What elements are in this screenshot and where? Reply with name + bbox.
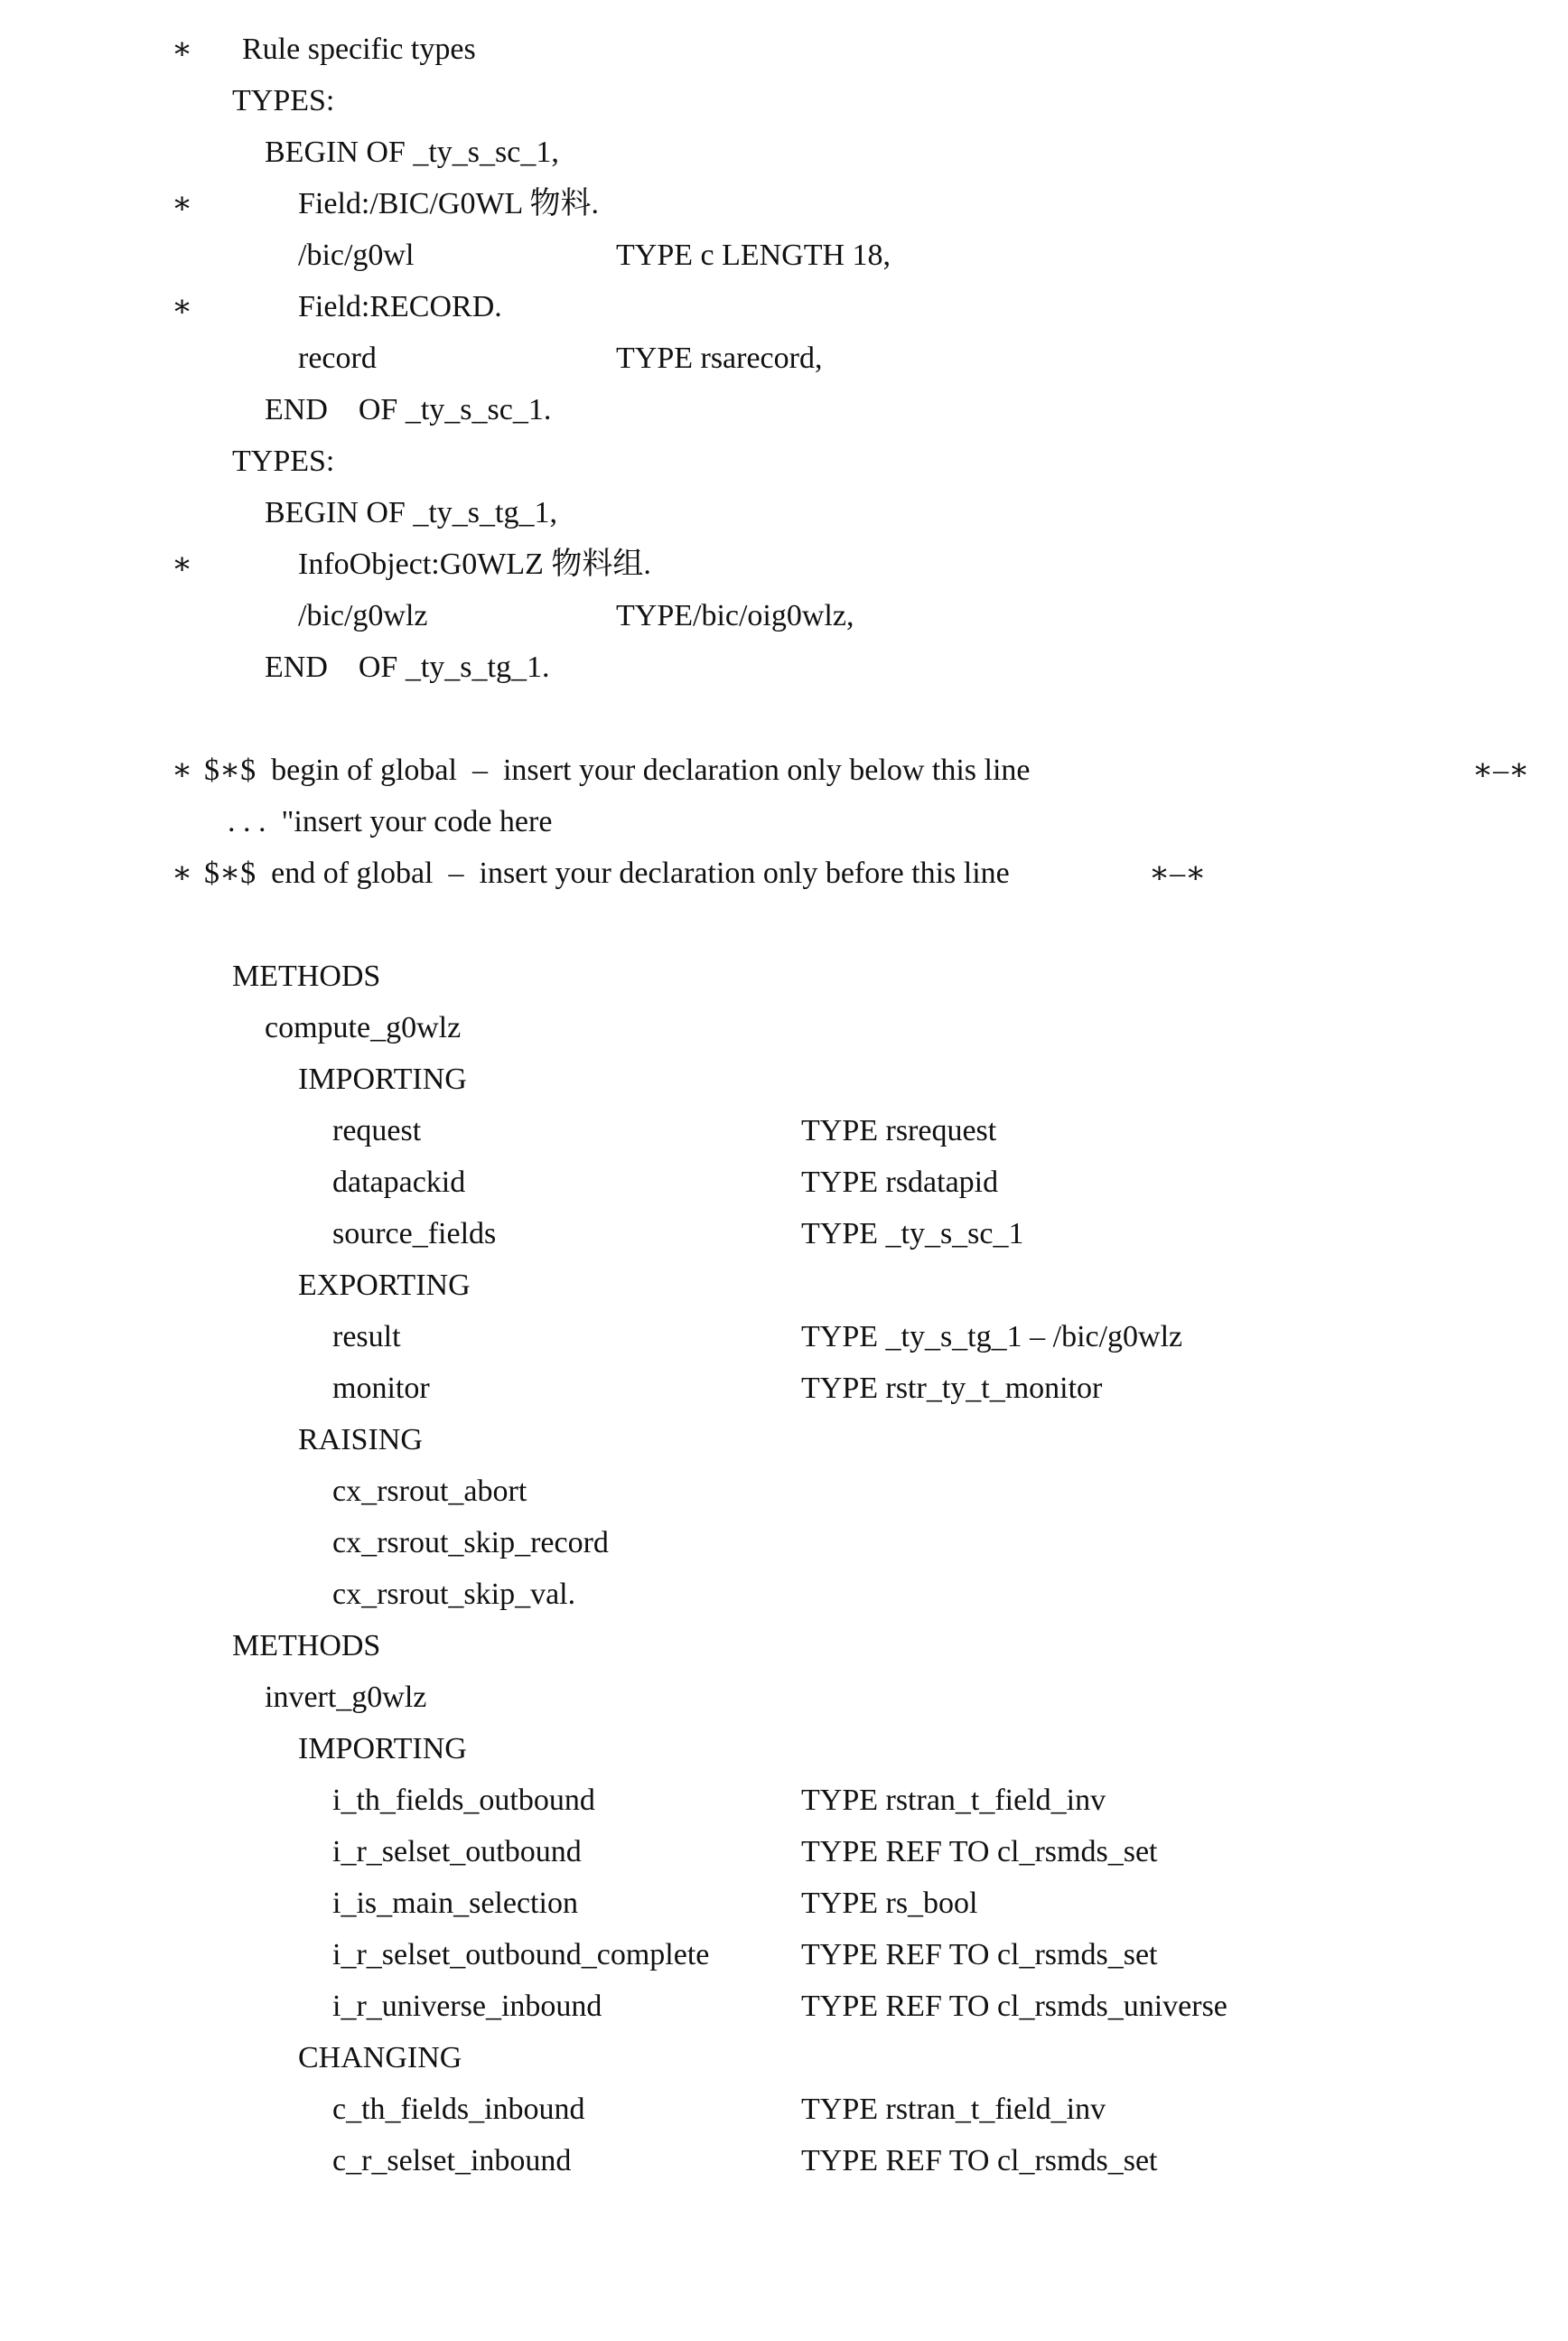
comment-text: Field:RECORD. [298, 290, 502, 323]
param-type: TYPE rsdatapid [801, 1166, 999, 1199]
code-line-methods-2 [0, 1620, 1568, 1671]
param-name: i_r_selset_outbound [332, 1835, 582, 1868]
param-name: source_fields [332, 1217, 497, 1250]
comment-text: Field:/BIC/G0WL 物料. [298, 187, 600, 220]
param-type: TYPE rs_bool [801, 1887, 978, 1920]
param-name: monitor [332, 1372, 430, 1405]
param-type: TYPE _ty_s_tg_1 – /bic/g0wlz [801, 1320, 1183, 1353]
code-line-raising [0, 1414, 1568, 1465]
code-line-fields-outbound [0, 1774, 1568, 1826]
code-line-selset-complete [0, 1929, 1568, 1980]
keyword-methods: METHODS [232, 1629, 381, 1662]
begin-of-structure: BEGIN OF _ty_s_tg_1, [265, 496, 557, 529]
param-name: i_th_fields_outbound [332, 1784, 595, 1817]
param-type: TYPE rstr_ty_t_monitor [801, 1372, 1103, 1405]
param-type: TYPE REF TO cl_rsmds_set [801, 1938, 1158, 1971]
comment-marker: ∗ [172, 290, 193, 323]
exception-name: cx_rsrout_abort [332, 1475, 527, 1508]
code-line-g0wl [0, 229, 1568, 281]
keyword-importing: IMPORTING [298, 1063, 467, 1096]
param-type: TYPE rstran_t_field_inv [801, 1784, 1106, 1817]
code-line-skip-val [0, 1568, 1568, 1620]
code-line-universe-inbound [0, 1980, 1568, 2032]
keyword-raising: RAISING [298, 1423, 423, 1456]
code-line-fields-inbound [0, 2083, 1568, 2135]
field-name: /bic/g0wlz [298, 599, 428, 632]
code-line-infoobject-comment [0, 538, 1568, 590]
field-name: /bic/g0wl [298, 239, 415, 272]
code-line-monitor [0, 1362, 1568, 1414]
comment-marker: ∗ [172, 187, 193, 220]
keyword-methods: METHODS [232, 960, 381, 993]
comment-trail: ∗–∗ [1472, 754, 1530, 787]
code-line-insert-code [0, 796, 1568, 847]
comment-text: Rule specific types [242, 33, 476, 66]
code-line-skip-record [0, 1517, 1568, 1568]
param-name: result [332, 1320, 401, 1353]
param-name: c_r_selset_inbound [332, 2144, 572, 2177]
code-line-main-selection [0, 1877, 1568, 1929]
param-name: datapackid [332, 1166, 466, 1199]
comment-marker: ∗ [172, 33, 193, 66]
field-type: TYPE c LENGTH 18, [616, 239, 891, 272]
placeholder-code: . . . "insert your code here [228, 805, 553, 838]
code-line-types-2 [0, 435, 1568, 487]
field-name: record [298, 342, 377, 375]
keyword-importing: IMPORTING [298, 1732, 467, 1765]
param-name: i_r_selset_outbound_complete [332, 1938, 710, 1971]
method-name: compute_g0wlz [265, 1011, 462, 1044]
code-line-end-sc [0, 384, 1568, 435]
code-line-end-tg [0, 641, 1568, 693]
param-name: c_th_fields_inbound [332, 2093, 585, 2126]
code-line-begin-sc [0, 126, 1568, 178]
keyword-types: TYPES: [232, 84, 335, 117]
param-type: TYPE REF TO cl_rsmds_set [801, 1835, 1158, 1868]
param-type: TYPE REF TO cl_rsmds_universe [801, 1990, 1227, 2023]
comment-marker: ∗ [172, 754, 193, 787]
code-line-exporting [0, 1259, 1568, 1311]
comment-marker: ∗ [172, 548, 193, 581]
end-of-structure: END OF _ty_s_tg_1. [265, 651, 550, 684]
code-line-importing [0, 1053, 1568, 1105]
keyword-types: TYPES: [232, 445, 335, 478]
param-type: TYPE rsrequest [801, 1114, 997, 1147]
code-line-record [0, 332, 1568, 384]
method-name: invert_g0wlz [265, 1681, 427, 1714]
code-line-field-wl-comment [0, 178, 1568, 229]
exception-name: cx_rsrout_skip_record [332, 1526, 609, 1559]
code-line-request [0, 1105, 1568, 1156]
comment-marker: ∗ [172, 857, 193, 890]
code-line-compute [0, 1002, 1568, 1053]
code-line-g0wlz [0, 590, 1568, 641]
keyword-changing: CHANGING [298, 2041, 462, 2074]
comment-text: $∗$ begin of global – insert your declaration only below this line [204, 754, 1031, 787]
code-line-importing-2 [0, 1723, 1568, 1774]
comment-text: $∗$ end of global – insert your declaration only before this line [204, 857, 1010, 890]
comment-trail: ∗–∗ [1149, 857, 1207, 890]
code-line-source-fields [0, 1208, 1568, 1259]
code-line-field-record-comment [0, 281, 1568, 332]
param-name: request [332, 1114, 422, 1147]
code-line-changing [0, 2032, 1568, 2083]
code-line-begin-global [0, 744, 1568, 796]
code-line-datapackid [0, 1156, 1568, 1208]
param-name: i_is_main_selection [332, 1887, 578, 1920]
keyword-exporting: EXPORTING [298, 1269, 471, 1302]
code-line-invert [0, 1671, 1568, 1723]
field-type: TYPE/bic/oig0wlz, [616, 599, 854, 632]
param-type: TYPE rstran_t_field_inv [801, 2093, 1106, 2126]
code-line-result [0, 1311, 1568, 1362]
end-of-structure: END OF _ty_s_sc_1. [265, 393, 552, 426]
code-line-end-global [0, 847, 1568, 899]
comment-text: InfoObject:G0WLZ 物料组. [298, 548, 651, 581]
code-line-begin-tg [0, 487, 1568, 538]
field-type: TYPE rsarecord, [616, 342, 823, 375]
code-line-selset-inbound [0, 2135, 1568, 2186]
exception-name: cx_rsrout_skip_val. [332, 1578, 576, 1611]
param-type: TYPE _ty_s_sc_1 [801, 1217, 1024, 1250]
param-type: TYPE REF TO cl_rsmds_set [801, 2144, 1158, 2177]
code-line-methods [0, 950, 1568, 1002]
param-name: i_r_universe_inbound [332, 1990, 602, 2023]
code-line-abort [0, 1465, 1568, 1517]
code-line-types [0, 75, 1568, 126]
code-line-selset-outbound [0, 1826, 1568, 1877]
code-line-rule-comment [0, 23, 1568, 75]
begin-of-structure: BEGIN OF _ty_s_sc_1, [265, 136, 559, 169]
